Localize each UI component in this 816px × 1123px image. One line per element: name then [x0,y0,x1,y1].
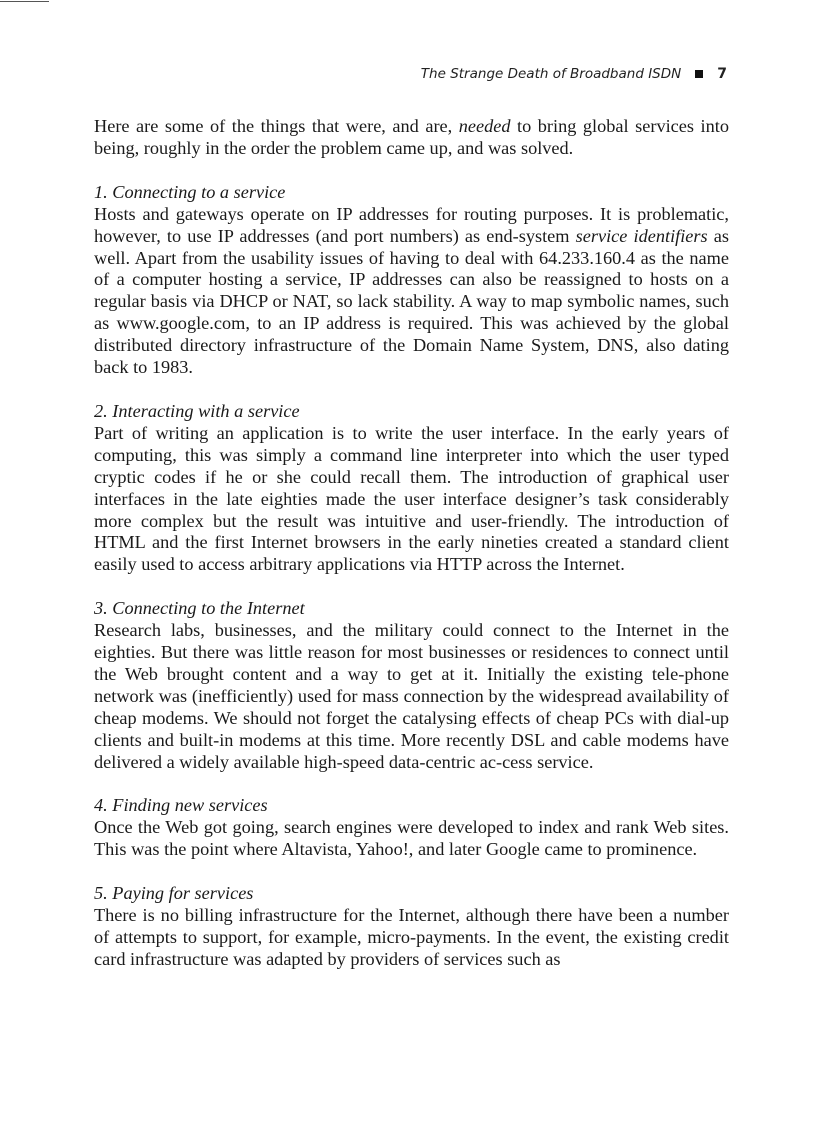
section-connecting-to-the-internet [94,598,729,773]
intro-emphasis: needed [458,116,511,136]
running-header [421,66,727,82]
intro-text-start: Here are some of the things that were, and are, [94,116,459,136]
square-bullet-icon [695,70,703,78]
page-number: 7 [717,66,727,82]
section-interacting-with-a-service [94,401,729,576]
section-paragraph: Part of writing an application is to write the user interface. In the early years of computing, this was simply a command line interpreter into which the user typed cryptic codes if he or she could recall them. The introduction of graphical user interfaces in the late eighties made the user interface designer’s task considerably more complex but the result was intuitive and user-friendly. The introduction of HTML and the first Internet browsers in the early nineties created a standard client easily used to access arbitrary applications via HTTP across the Internet. [94,422,729,575]
section-paragraph: There is no billing infrastructure for the Internet, although there have been a number of attempts to support, for example, micro-payments. In the event, the existing credit card infrastructure was adapted by providers of services such as [94,905,729,969]
section-heading: 1. Connecting to a service [94,181,286,202]
section-paying-for-services [94,883,729,971]
section-finding-new-services [94,795,729,861]
section-text-start: Hosts and gateways operate on IP addresses for routing purposes. It is problematic, however, to use IP addresses (and port numbers) as end-system [94,203,729,246]
section-heading: 3. Connecting to the Internet [94,598,305,619]
running-title: The Strange Death of Broadband ISDN [420,66,682,82]
intro-text-end: to bring global services into being, roughly in the order the problem came up, and was solved. [94,116,729,158]
section-connecting-to-a-service [94,182,729,379]
section-paragraph: Research labs, businesses, and the military could connect to the Internet in the eighties. But there was little reason for most businesses or residences to connect until the Web brought content and a way to get at it. Initially the existing tele-phone network was (inefficiently) used for mass connection by the widespread availability of cheap modems. We should not forget the catalysing effects of cheap PCs with dial-up clients and built-in modems at this time. More recently DSL and cable modems have delivered a widely available high-speed data-centric ac-cess service. [94,620,729,772]
section-text-end: as well. Apart from the usability issues of having to deal with 64.233.160.4 as the name of a computer hosting a service, IP addresses can also be reassigned to hosts on a regular basis via DHCP or NAT, so lack stability. A way to map symbolic names, such as www.google.com, to an IP address is required. This was achieved by the global distributed directory infrastructure of the Domain Name System, DNS, also dating back to 1983. [94,225,730,378]
corner-rule [0,1,49,2]
section-paragraph [94,204,729,379]
intro-paragraph [94,116,729,160]
section-heading: 5. Paying for services [94,883,254,904]
section-heading: 2. Interacting with a service [94,400,300,421]
section-heading: 4. Finding new services [94,795,268,816]
section-emphasis: service identifiers [575,225,708,246]
page-body [94,116,729,993]
section-paragraph: Once the Web got going, search engines were developed to index and rank Web sites. This was the point where Altavista, Yahoo!, and later Google came to prominence. [94,817,729,860]
